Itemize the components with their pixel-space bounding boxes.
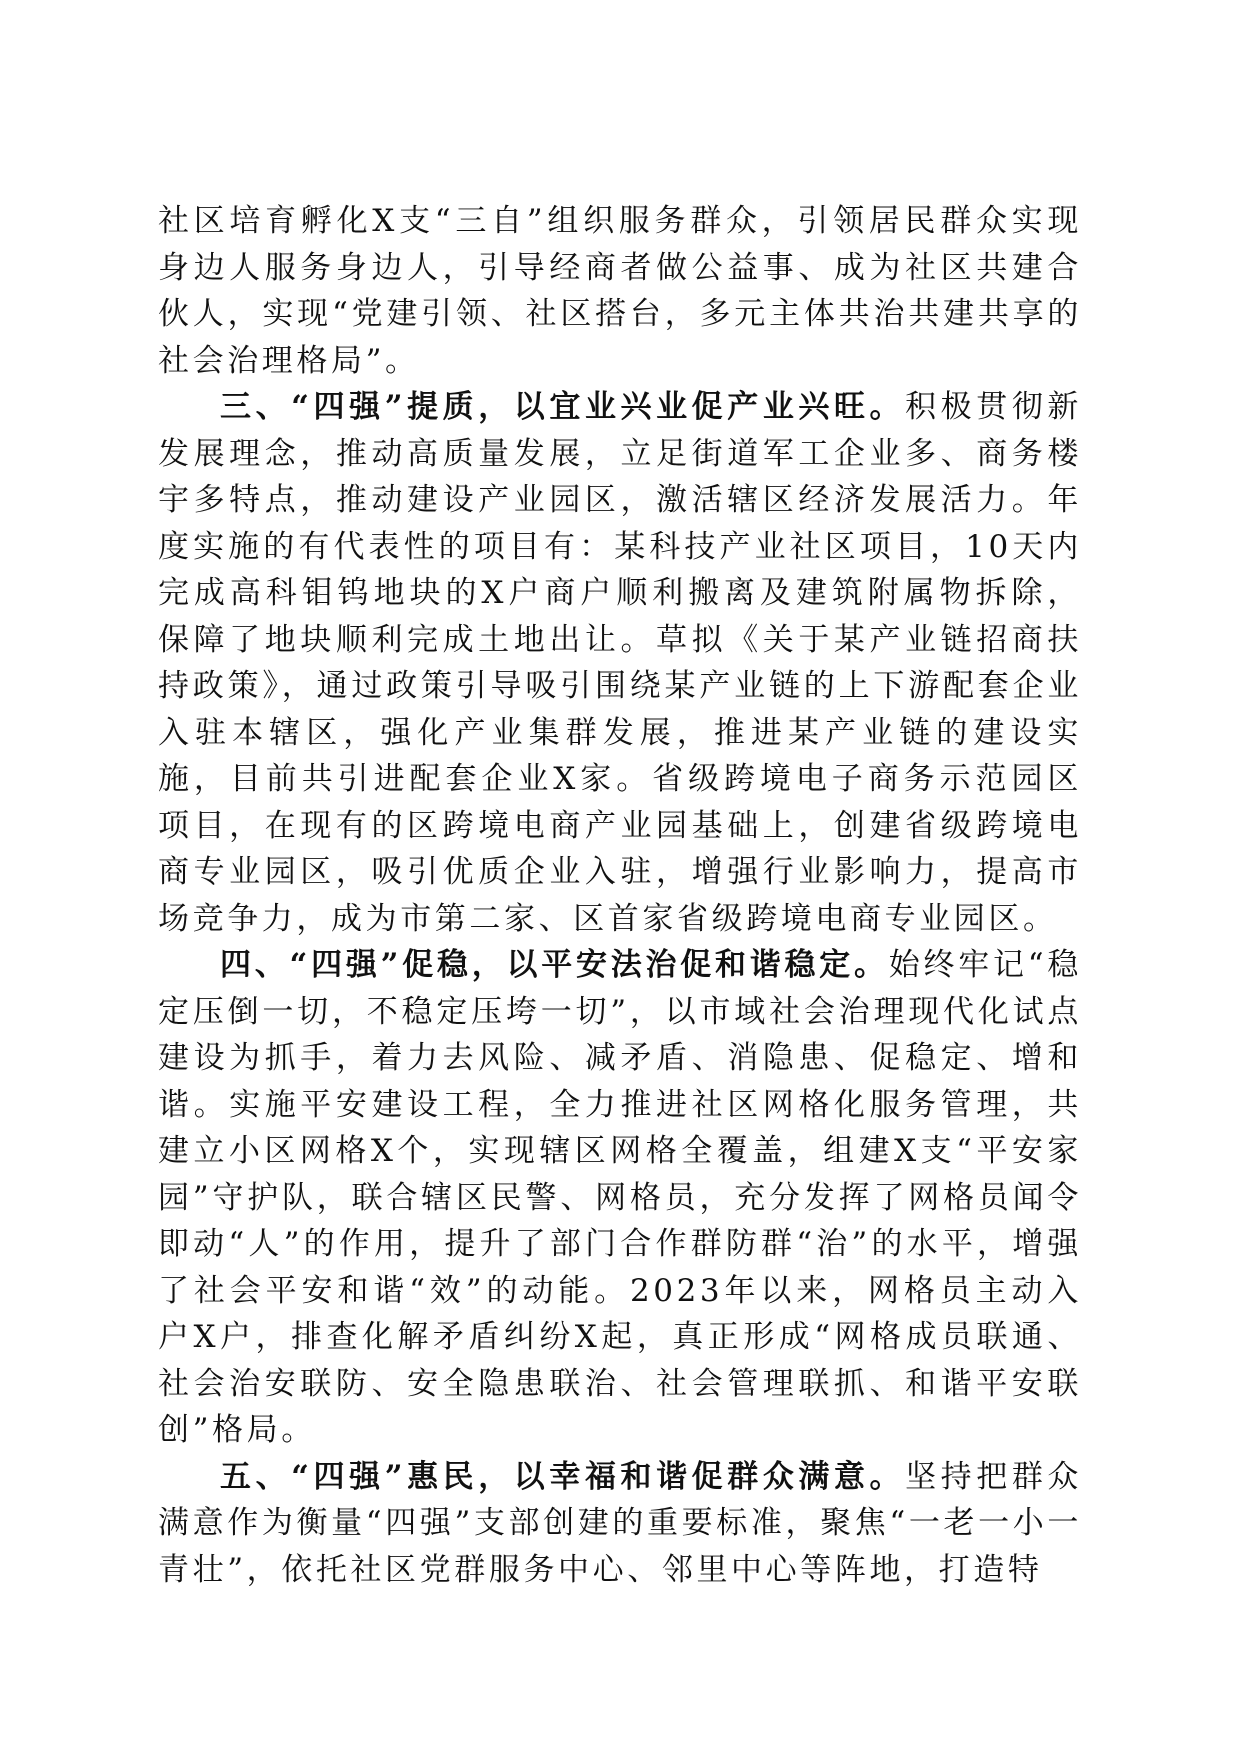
paragraph-continuation — [158, 198, 1082, 384]
paragraph-body: 积极贯彻新发展理念，推动高质量发展，立足街道军工企业多、商务楼宇多特点，推动建设产业园区，激活辖区经济发展活力。年度实施的有代表性的项目有：某科技产业社区项目，10天内完成高科钼钨地块的X户商户顺利搬离及建筑附属物拆除，保障了地块顺利完成土地出让。草拟《关于某产业链招商扶持政策》，通过政策引导吸引围绕某产业链的上下游配套企业入驻本辖区，强化产业集群发展，推进某产业链的建设实施，目前共引进配套企业X家。省级跨境电子商务示范园区项目，在现有的区跨境电商产业园基础上，创建省级跨境电商专业园区，吸引优质企业入驻，增强行业影响力，提高市场竞争力，成为市第二家、区首家省级跨境电商专业园区。 — [158, 389, 1082, 937]
paragraph-body: 坚持把群众满意作为衡量“四强”支部创建的重要标准，聚焦“一老一小一青壮”，依托社区党群服务中心、邻里中心等阵地，打造特 — [158, 1458, 1082, 1588]
paragraph-section-4 — [158, 942, 1082, 1454]
section-heading: 三、“四强”提质，以宜业兴业促产业兴旺。 — [220, 389, 906, 425]
paragraph-body: 始终牢记“稳定压倒一切，不稳定压垮一切”，以市域社会治理现代化试点建设为抓手，着力去风险、减矛盾、消隐患、促稳定、增和谐。实施平安建设工程，全力推进社区网格化服务管理，共建立小区网格X个，实现辖区网格全覆盖，组建X支“平安家园”守护队，联合辖区民警、网格员，充分发挥了网格员闻令即动“人”的作用，提升了部门合作群防群“治”的水平，增强了社会平安和谐“效”的动能。2023年以来，网格员主动入户X户，排查化解矛盾纠纷X起，真正形成“网格成员联通、社会治安联防、安全隐患联治、社会管理联抓、和谐平安联创”格局。 — [158, 947, 1082, 1448]
document-body — [158, 198, 1082, 1593]
section-heading: 四、“四强”促稳，以平安法治促和谐稳定。 — [220, 947, 889, 983]
paragraph-body: 社区培育孵化X支“三自”组织服务群众，引领居民群众实现身边人服务身边人，引导经商者做公益事、成为社区共建合伙人，实现“党建引领、社区搭台，多元主体共治共建共享的社会治理格局”。 — [158, 203, 1082, 379]
section-heading: 五、“四强”惠民，以幸福和谐促群众满意。 — [220, 1458, 906, 1495]
paragraph-section-3 — [158, 384, 1082, 942]
paragraph-section-5 — [158, 1454, 1082, 1594]
